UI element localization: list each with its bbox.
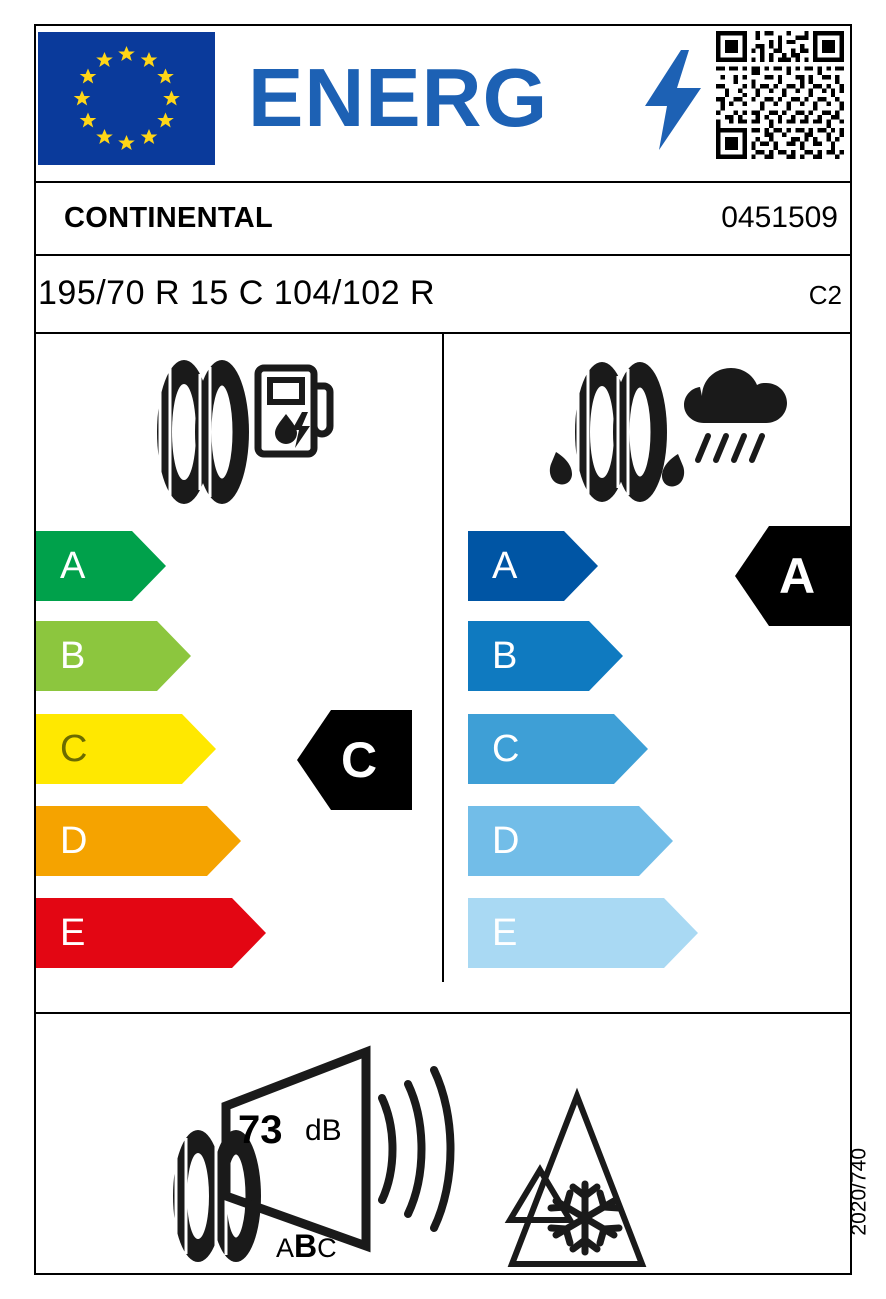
noise-unit: dB [305,1114,342,1147]
fuel-grade-a-letter: A [60,545,86,587]
fuel-grade-b [36,621,191,691]
wetgrip-grade-b-letter: B [492,635,518,677]
fuel-grade-d-letter: D [60,820,88,862]
fuel-grade-e [36,898,266,968]
divider-vertical [442,334,444,982]
wetgrip-grade-d-letter: D [492,820,520,862]
lightning-bolt-icon [645,50,701,155]
energy-wordmark: ENERG [248,51,549,144]
tyre-type-identifier: 0451509 [721,201,838,234]
noise-value: 73 [238,1108,283,1152]
manufacturer-name: CONTINENTAL [64,202,273,234]
wetgrip-grade-a [468,531,598,601]
fuel-grade-d [36,806,241,876]
fuel-selected-letter: C [341,732,378,788]
noise-class-a: A [276,1233,295,1263]
divider-noise [36,1012,850,1014]
three-peak-mountain-snowflake-icon [482,1092,672,1277]
fuel-grade-a [36,531,166,601]
tyre-size-designation: 195/70 R 15 C 104/102 R [38,274,436,312]
wetgrip-grade-b [468,621,623,691]
wetgrip-grade-e [468,898,698,968]
wetgrip-grade-c [468,714,648,784]
fuel-grade-b-letter: B [60,635,86,677]
tyre-class: C2 [808,280,842,310]
wetgrip-grade-c-letter: C [492,728,520,770]
regulation-reference: 2020/740 [848,1148,871,1236]
noise-class-selected: B [294,1228,318,1264]
wetgrip-grade-a-letter: A [492,545,518,587]
tyre-fuel-pump-icon [126,352,326,517]
fuel-grade-e-letter: E [60,912,86,954]
wetgrip-grade-d [468,806,673,876]
noise-class-c: C [317,1233,337,1263]
fuel-grade-c [36,714,216,784]
eu-flag-icon [38,32,215,165]
fuel-selected-marker [297,710,412,810]
tyre-rain-cloud-icon [532,352,792,517]
divider-brand [36,254,850,256]
divider-header [36,181,850,183]
fuel-grade-c-letter: C [60,728,88,770]
wetgrip-grade-e-letter: E [492,912,518,954]
noise-class-scale [276,1228,337,1265]
wetgrip-selected-marker [735,526,850,626]
qr-code-icon [716,31,844,159]
wetgrip-selected-letter: A [779,548,816,604]
